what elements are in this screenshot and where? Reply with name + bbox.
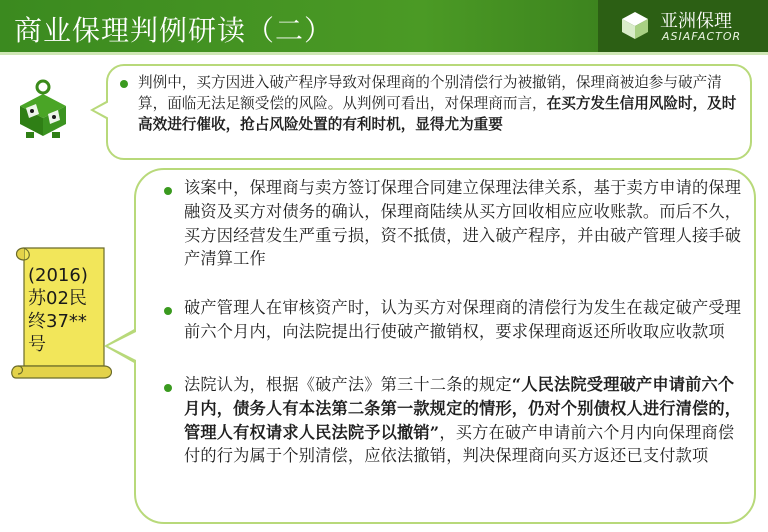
court-ruling-item: [184, 373, 744, 468]
administrator-claim-item: 破产管理人在审核资产时，认为买方对保理商的清偿行为发生在裁定破产受理前六个月内，向法院提出行使破产撤销权，要求保理商返还所收取应收款项: [184, 298, 742, 341]
cube-logo-icon: [620, 10, 650, 40]
case-number: 终37**: [28, 311, 87, 332]
bullet-icon: [164, 307, 172, 315]
ruling-lead: 法院认为，根据《破产法》第三十二条的规定: [184, 375, 512, 394]
summary-text: [138, 72, 738, 135]
case-details-panel: [134, 168, 756, 524]
case-suffix: 号: [28, 334, 46, 355]
title-bar: [0, 0, 768, 52]
case-reference: [28, 264, 108, 356]
bullet-icon: [164, 187, 172, 195]
case-facts-item: 该案中，保理商与卖方签订保理合同建立保理法律关系，基于卖方申请的保理融资及买方对债务的确认，保理商陆续从买方回收相应应收账款。而后不久，买方因经营发生严重亏损，资不抵债，进入破产程序，并由破产管理人接手破产清算工作: [184, 178, 742, 269]
brand-name-cn: 亚洲保理: [660, 11, 732, 32]
ruling-conclusion: ，买方在破产申请前六个月内向保理商偿付的行为属于个别清偿，应依法撤销，判决保理商向买方返还已支付款项: [184, 422, 735, 466]
case-year: (2016): [28, 265, 88, 286]
bullet-icon: [164, 384, 172, 392]
page-title: 商业保理判例研读（二）: [14, 14, 334, 47]
summary-plain: 判例中，买方因进入破产程序导致对保理商的个别清偿行为被撤销，保理商被迫参与破产清算，面临无法足额受偿的风险。从判例可看出，对保理商而言，: [138, 74, 722, 112]
bullet-icon: [120, 80, 128, 88]
ruling-quote: “人民法院受理破产申请前六个月内，债务人有本法第二条第一款规定的情形，仍对个别债权人进行清偿的，管理人有权请求人民法院予以撤销”: [184, 375, 742, 442]
brand-logo: [598, 0, 768, 52]
brand-name-en: ASIAFACTOR: [662, 30, 742, 43]
header-divider: [0, 52, 768, 55]
summary-callout: [106, 64, 752, 160]
case-court: 苏02民: [28, 288, 87, 309]
green-mascot-icon: [12, 78, 74, 140]
summary-emphasis: 在买方发生信用风险时，及时高效进行催收，抢占风险处置的有利时机，显得尤为重要: [138, 95, 737, 133]
